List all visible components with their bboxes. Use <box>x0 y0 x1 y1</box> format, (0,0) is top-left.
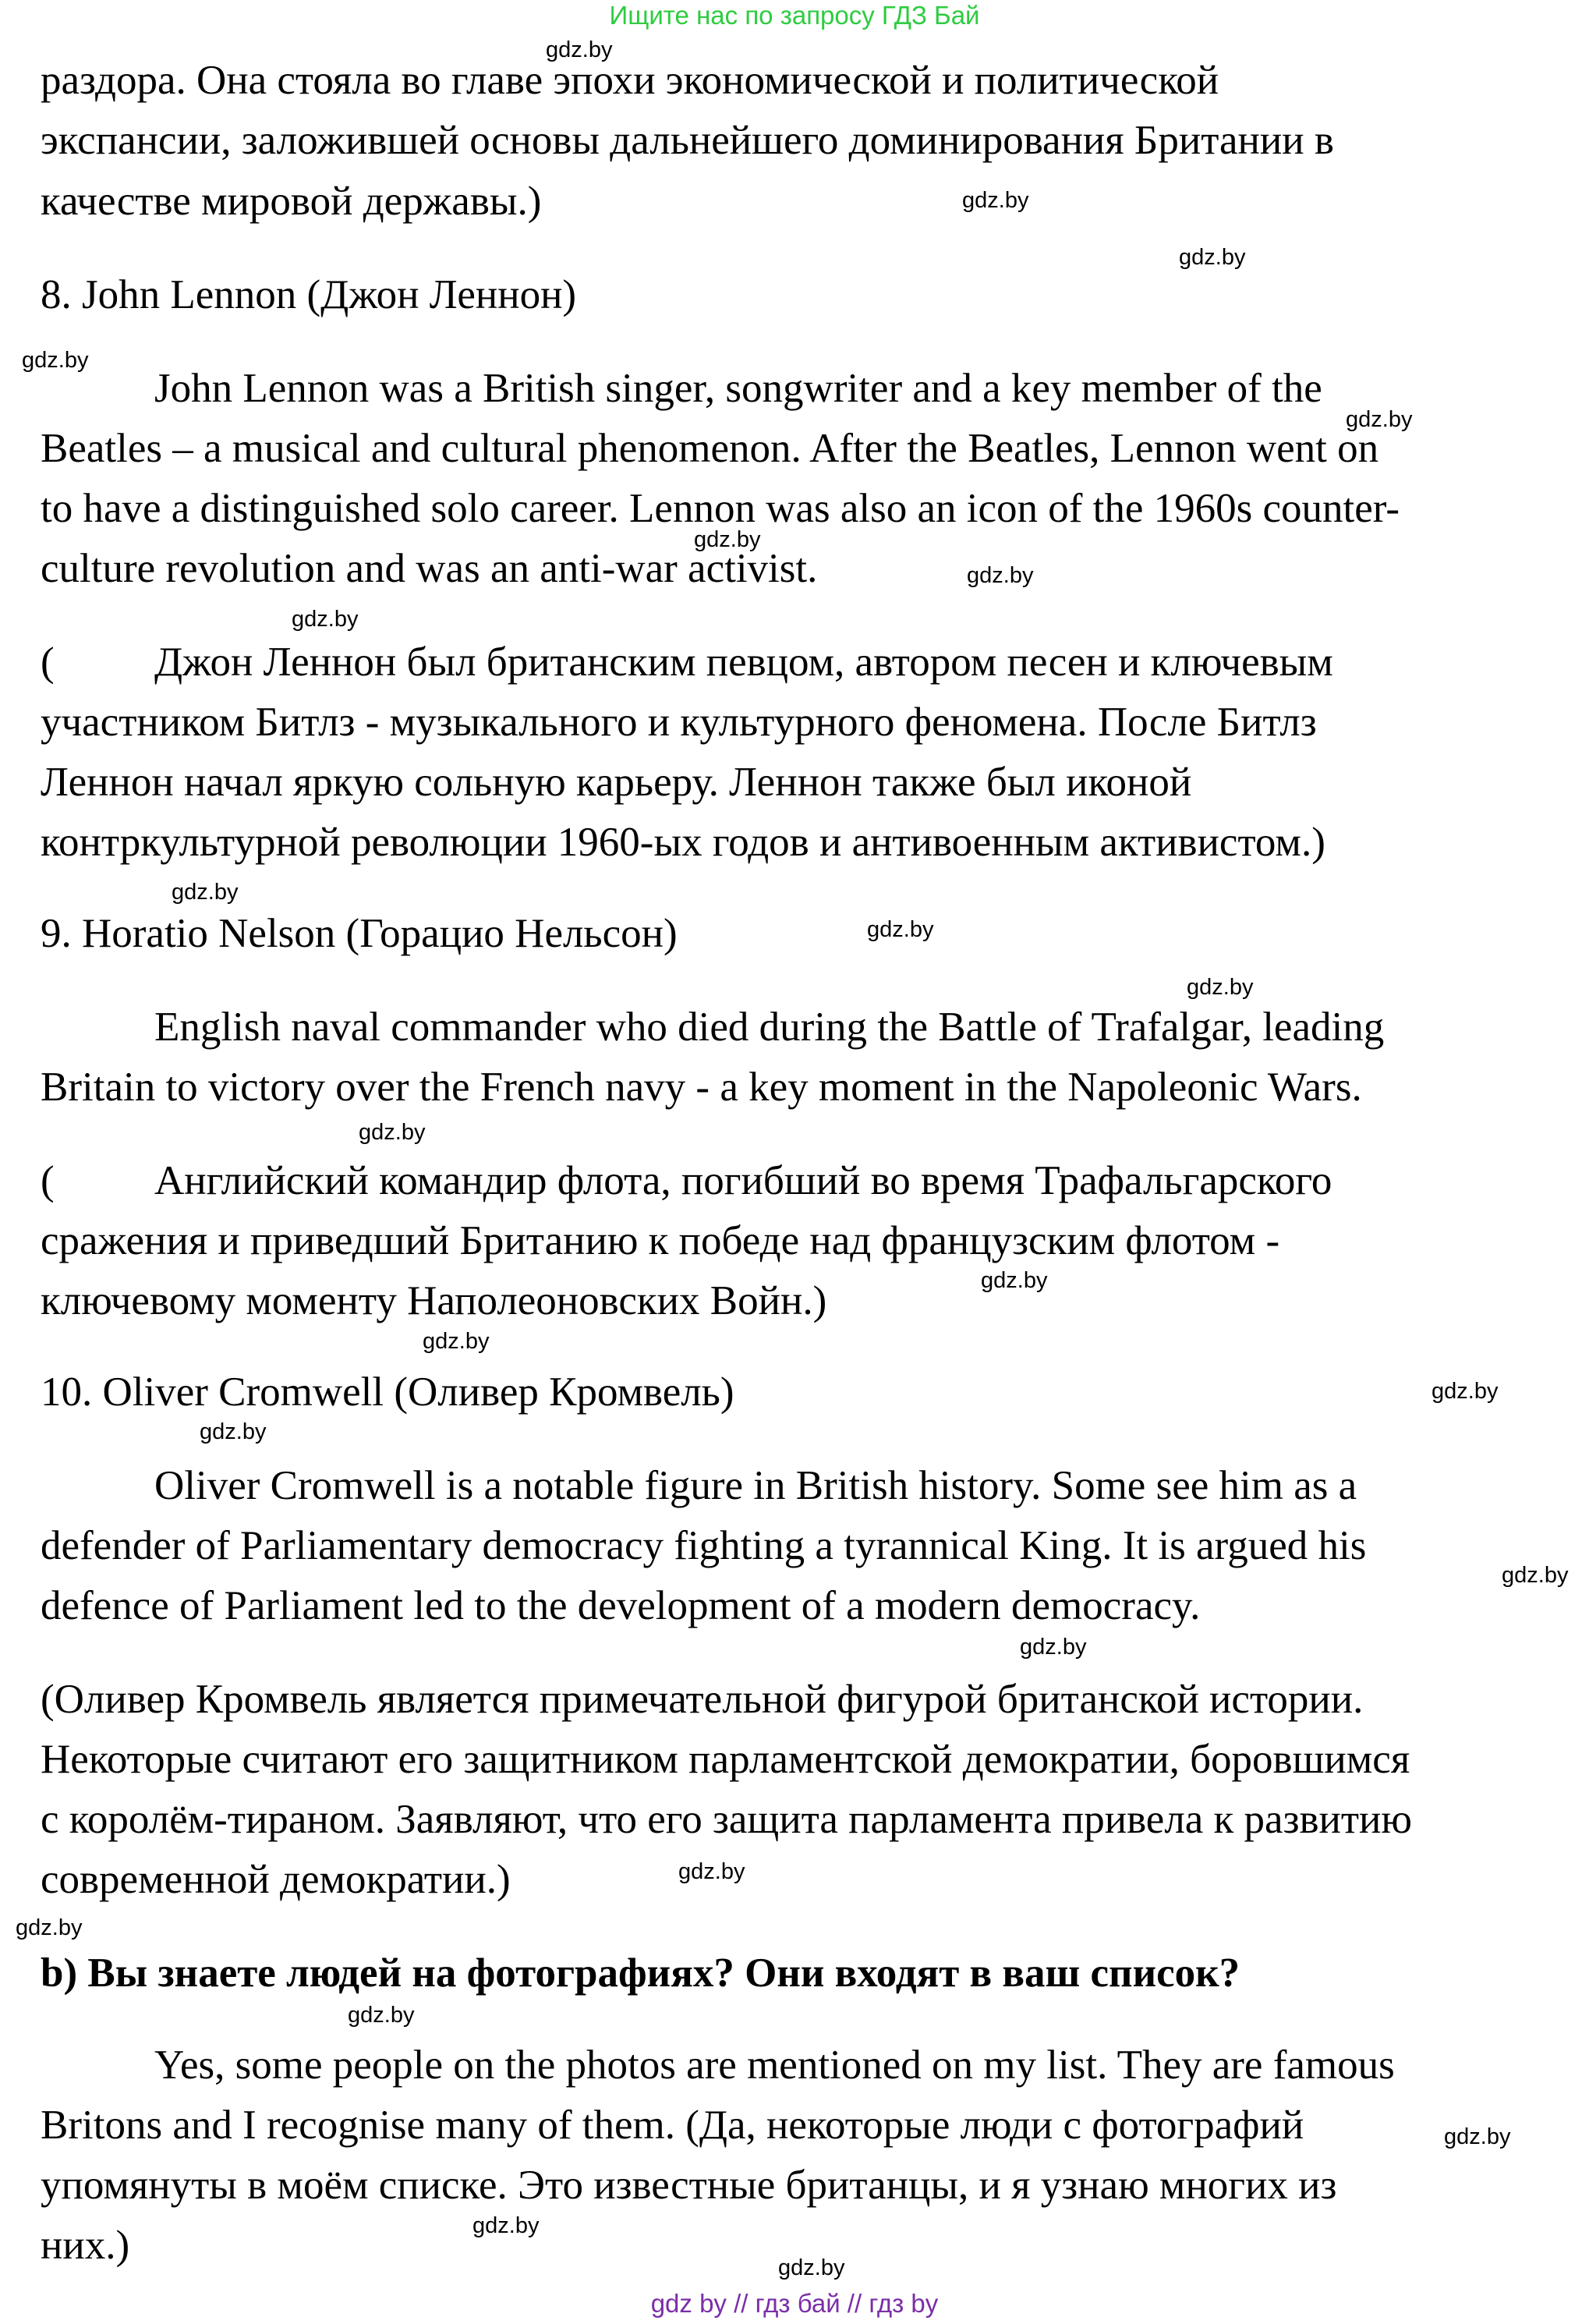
watermark: gdz.by <box>1444 2124 1511 2149</box>
text-line: Oliver Cromwell is a notable figure in British history. Some see him as a <box>154 1463 1357 1508</box>
text-line: участником Битлз - музыкального и культурного феномена. После Битлз <box>41 700 1317 745</box>
watermark: gdz.by <box>1432 1379 1499 1404</box>
watermark: gdz.by <box>1346 407 1413 432</box>
text-line: defender of Parliamentary democracy fighting a tyrannical King. It is argued his <box>41 1523 1367 1568</box>
text-line: раздора. Она стояла во главе эпохи экономической и политической <box>41 58 1219 103</box>
watermark: gdz.by <box>292 607 359 632</box>
watermark: gdz.by <box>778 2255 845 2280</box>
watermark: gdz.by <box>967 563 1034 588</box>
text-line: ( <box>41 1158 55 1203</box>
watermark: gdz.by <box>1020 1635 1087 1660</box>
text-line: экспансии, заложившей основы дальнейшего доминирования Британии в <box>41 118 1334 163</box>
text-line: Beatles – a musical and cultural phenomenon. After the Beatles, Lennon went on <box>41 426 1379 471</box>
watermark: gdz.by <box>423 1329 490 1354</box>
text-line: English naval commander who died during the Battle of Trafalgar, leading <box>154 1004 1385 1050</box>
text-line: Некоторые считают его защитником парламентской демократии, боровшимся <box>41 1737 1410 1782</box>
text-line: Леннон начал яркую сольную карьеру. Леннон также был иконой <box>41 760 1192 805</box>
text-line: Britain to victory over the French navy - a key moment in the Napoleonic Wars. <box>41 1065 1362 1110</box>
text-line: ( <box>41 639 55 685</box>
watermark: gdz.by <box>1179 245 1246 270</box>
text-line: Джон Леннон был британским певцом, автором песен и ключевым <box>154 639 1333 685</box>
text-line: контркультурной революции 1960-ых годов и антивоенным активистом.) <box>41 820 1325 865</box>
text-line: качестве мировой державы.) <box>41 179 542 224</box>
text-line: defence of Parliament led to the development of a modern democracy. <box>41 1583 1201 1628</box>
watermark: gdz.by <box>348 2003 415 2028</box>
watermark: gdz.by <box>867 917 934 942</box>
text-line: Britons and I recognise many of them. (Да, некоторые люди с фотографий <box>41 2103 1304 2148</box>
text-line: с королём-тираном. Заявляют, что его защита парламента привела к развитию <box>41 1797 1413 1842</box>
watermark: gdz.by <box>172 880 239 905</box>
text-line: современной демократии.) <box>41 1857 511 1902</box>
text-line: сражения и приведший Британию к победе над французским флотом - <box>41 1218 1280 1263</box>
watermark: gdz.by <box>22 348 89 373</box>
section-heading: 9. Horatio Nelson (Горацио Нельсон) <box>41 911 678 956</box>
text-line: to have a distinguished solo career. Lennon was also an icon of the 1960s counter- <box>41 486 1400 531</box>
watermark: gdz.by <box>981 1268 1048 1293</box>
text-line: (Оливер Кромвель является примечательной фигурой британской истории. <box>41 1677 1364 1722</box>
watermark: gdz.by <box>359 1120 426 1145</box>
top-banner[interactable]: Ищите нас по запросу ГДЗ Бай <box>609 1 980 30</box>
watermark: gdz.by <box>546 37 613 62</box>
section-heading: 8. John Lennon (Джон Леннон) <box>41 272 577 317</box>
watermark: gdz.by <box>1187 975 1254 1000</box>
section-heading: 10. Oliver Cromwell (Оливер Кромвель) <box>41 1369 734 1415</box>
watermark: gdz.by <box>1502 1563 1569 1588</box>
bottom-banner[interactable]: gdz by // гдз бай // гдз by <box>650 2289 939 2318</box>
watermark: gdz.by <box>16 1915 83 1940</box>
watermark: gdz.by <box>694 527 761 552</box>
text-line: culture revolution and was an anti-war activist. <box>41 546 818 591</box>
text-line: них.) <box>41 2223 130 2268</box>
watermark: gdz.by <box>962 188 1029 213</box>
text-line: ключевому моменту Наполеоновских Войн.) <box>41 1278 827 1323</box>
watermark: gdz.by <box>678 1859 745 1884</box>
text-line: John Lennon was a British singer, songwriter and a key member of the <box>154 366 1322 411</box>
text-line: упомянуты в моём списке. Это известные британцы, и я узнаю многих из <box>41 2163 1337 2208</box>
watermark: gdz.by <box>472 2213 540 2238</box>
text-line: Английский командир флота, погибший во время Трафальгарского <box>154 1158 1332 1203</box>
text-line: Yes, some people on the photos are mentioned on my list. They are famous <box>154 2042 1395 2088</box>
watermark: gdz.by <box>200 1419 267 1444</box>
question-heading: b) Вы знаете людей на фотографиях? Они входят в ваш список? <box>41 1950 1240 1996</box>
